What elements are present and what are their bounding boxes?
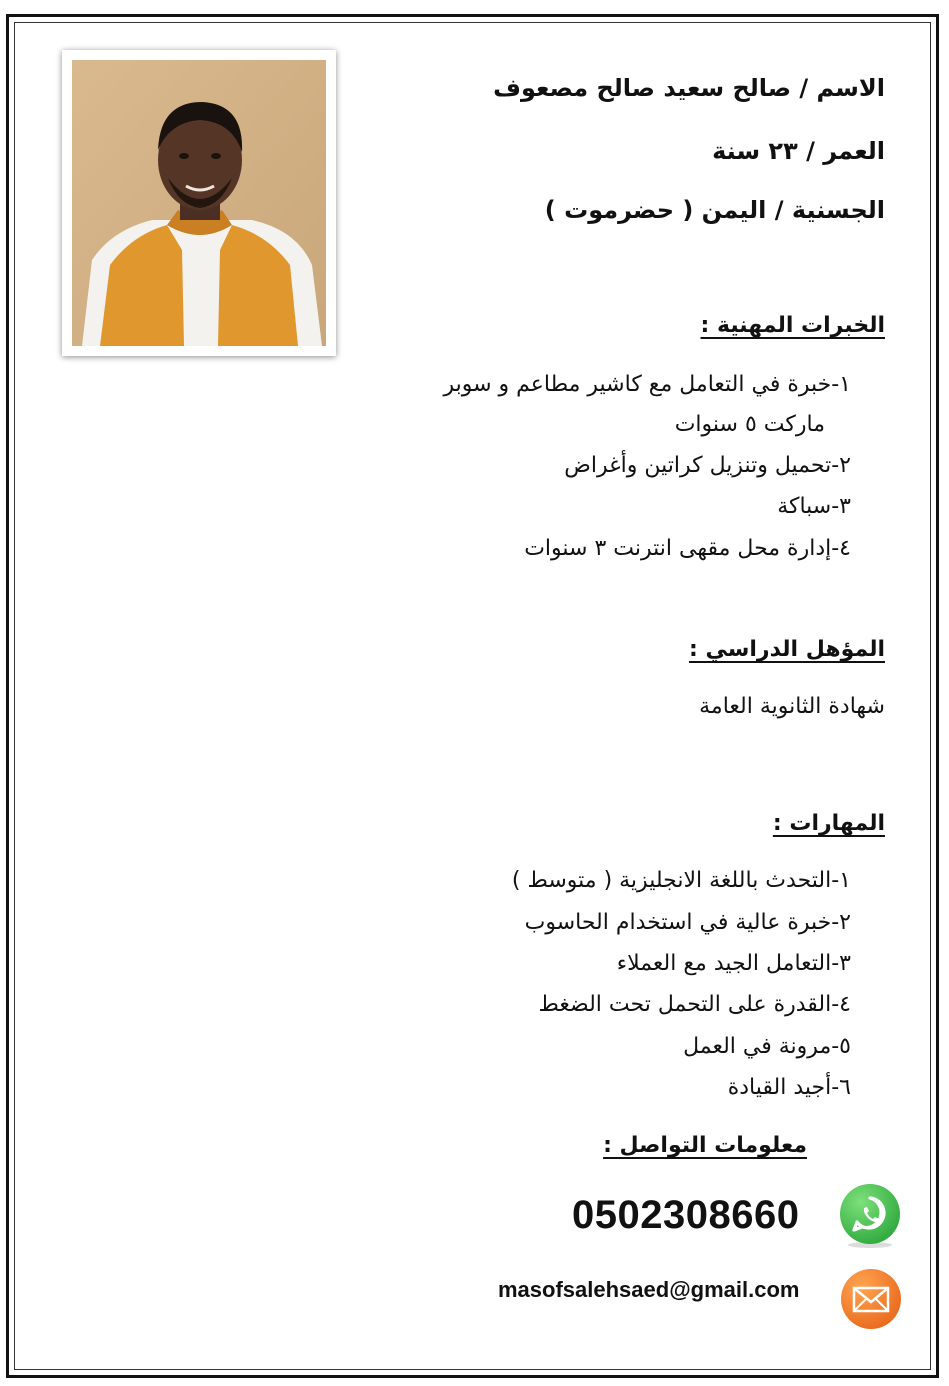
education-heading: المؤهل الدراسي : <box>689 637 885 662</box>
whatsapp-icon[interactable] <box>838 1183 902 1249</box>
experience-heading: الخبرات المهنية : <box>700 313 885 338</box>
age-line: العمر / ٢٣ سنة <box>712 137 885 165</box>
skill-item: ٥-مرونة في العمل <box>683 1034 851 1059</box>
skill-item: ١-التحدث باللغة الانجليزية ( متوسط ) <box>511 868 851 893</box>
skill-item: ٤-القدرة على التحمل تحت الضغط <box>538 992 851 1017</box>
skills-heading: المهارات : <box>772 811 885 836</box>
experience-item: ١-خبرة في التعامل مع كاشير مطاعم و سوبر <box>443 372 851 397</box>
email-address[interactable]: masofsalehsaed@gmail.com <box>498 1277 800 1302</box>
skill-item: ٢-خبرة عالية في استخدام الحاسوب <box>524 910 851 935</box>
skill-item: ٣-التعامل الجيد مع العملاء <box>616 951 851 976</box>
name-line: الاسم / صالح سعيد صالح مصعوف <box>493 74 885 102</box>
skill-item: ٦-أجيد القيادة <box>727 1075 851 1100</box>
profile-photo-frame <box>62 50 336 356</box>
experience-item: ماركت ٥ سنوات <box>674 412 825 437</box>
experience-item: ٢-تحميل وتنزيل كراتين وأغراض <box>564 453 851 478</box>
phone-number[interactable]: 0502308660 <box>572 1193 800 1237</box>
contact-heading: معلومات التواصل : <box>603 1133 807 1158</box>
mail-icon[interactable] <box>840 1268 902 1330</box>
nationality-line: الجسنية / اليمن ( حضرموت ) <box>544 196 885 224</box>
profile-photo <box>72 60 326 346</box>
education-value: شهادة الثانوية العامة <box>699 694 885 719</box>
experience-item: ٤-إدارة محل مقهى انترنت ٣ سنوات <box>524 536 851 561</box>
experience-item: ٣-سباكة <box>777 494 851 519</box>
